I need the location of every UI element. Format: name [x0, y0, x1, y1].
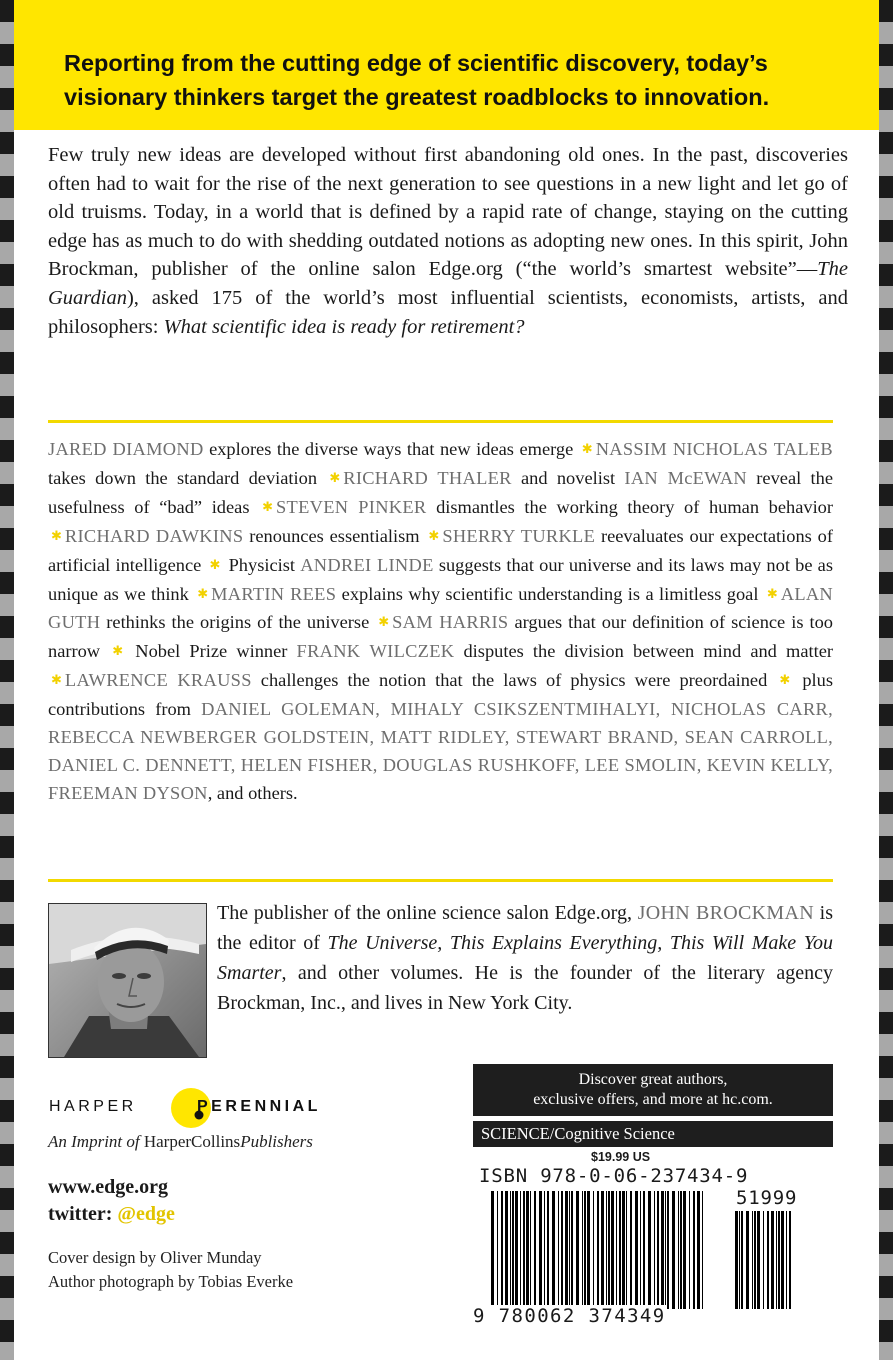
separator-star: ✱ [378, 614, 390, 630]
author-photo [48, 903, 207, 1058]
contributor-text: takes down the standard deviation [48, 467, 327, 488]
barcode-bar [510, 1191, 511, 1309]
contributor-text: and novelist [511, 467, 625, 488]
barcode-bar [630, 1191, 632, 1309]
harper-wordmark: HARPER [49, 1098, 137, 1115]
barcode-bar [635, 1191, 638, 1309]
barcode-bar [587, 1191, 590, 1309]
price-code-label: 51999 [736, 1187, 798, 1209]
barcode-bar [741, 1211, 743, 1309]
barcode-bar [767, 1211, 769, 1309]
contributor-name: SHERRY TURKLE [442, 525, 596, 546]
contributor-name: STEVEN PINKER [276, 496, 427, 517]
promo-line-2: exclusive offers, and more at hc.com. [533, 1091, 773, 1108]
twitter-line [48, 1201, 175, 1228]
left-striped-border [0, 0, 14, 1360]
imprint-publisher: HarperCollins [143, 1132, 241, 1151]
barcode-bar [689, 1191, 690, 1309]
category-label: SCIENCE/Cognitive Science [473, 1121, 833, 1147]
imprint-line [48, 1132, 313, 1152]
separator-star: ✱ [51, 527, 62, 543]
barcode-bar [739, 1211, 740, 1309]
barcode-bar [657, 1191, 659, 1309]
barcode-bar [619, 1191, 621, 1309]
bio-text-a: The publisher of the online science salon Edge.org, [217, 902, 638, 924]
barcode-bar [561, 1191, 563, 1309]
barcode-bar [757, 1211, 760, 1309]
intro-text-b: ), asked 175 of the world’s most influential scientists, economists, artists, and philosophers: [48, 286, 848, 338]
contributor-name: RICHARD THALER [343, 467, 512, 488]
barcode-bar [626, 1191, 627, 1309]
barcode-bar [515, 1191, 518, 1309]
promo-box [473, 1064, 833, 1116]
barcode-main [491, 1191, 707, 1319]
barcode-bar [501, 1191, 503, 1309]
contributor-text: argues that our definition of science is too narrow [48, 612, 834, 662]
barcode-bar [582, 1191, 583, 1309]
barcode-bar [781, 1211, 784, 1309]
contributor-text: explores the diverse ways that new ideas emerge [203, 439, 579, 459]
barcode-bar [597, 1191, 599, 1319]
barcode-bar [763, 1211, 764, 1309]
bio-books: The Universe, This Explains Everything, This Will Make You Smarter [217, 932, 833, 984]
barcode-block [473, 1147, 833, 1333]
barcode-bar [665, 1191, 666, 1309]
promo-line-1: Discover great authors, [578, 1071, 728, 1088]
contributor-text: renounces essentialism [243, 525, 426, 546]
barcode-bar [512, 1191, 514, 1309]
barcode-bar [661, 1191, 664, 1309]
barcode-bar [746, 1211, 749, 1309]
barcode-bar [680, 1191, 682, 1309]
barcode-bar [552, 1191, 555, 1309]
contributor-text: disputes the division between mind and matter [454, 641, 833, 662]
contributor-text: , and others. [207, 782, 298, 803]
barcode-bar [593, 1191, 594, 1309]
separator-star: ✱ [428, 527, 440, 543]
barcode-bar [693, 1191, 695, 1309]
barcode-bar [778, 1211, 780, 1309]
contributor-name: RICHARD DAWKINS [64, 525, 244, 546]
contributor-name: SAM HARRIS [392, 612, 509, 633]
contributor-name: MARTIN REES [211, 583, 337, 604]
website-link[interactable]: www.edge.org [48, 1176, 168, 1198]
barcode-bar [584, 1191, 586, 1309]
barcode-bar [678, 1191, 679, 1309]
contributor-text: Nobel Prize winner [126, 641, 297, 662]
contributor-text: explains why scientific understanding is a limitless goal [336, 583, 764, 604]
contributor-name: IAN McEWAN [624, 467, 748, 488]
barcode-bar [565, 1191, 568, 1309]
contributor-name-list: DANIEL GOLEMAN, MIHALY CSIKSZENTMIHALYI, NICHOLAS CARR, REBECCA NEWBERGER GOLDSTEIN, MATT RIDLEY, STEWART BRAND, SEAN CARROLL, DANIEL C. DENNETT, HELEN FISHER, DOUGLAS RUSHKOFF, LEE SMOLIN, KEVIN KELLY, FREEMAN DYSON [48, 699, 833, 803]
isbn-label: ISBN 978-0-06-237434-9 [479, 1165, 749, 1187]
barcode-bar [702, 1191, 703, 1309]
perennial-wordmark: PERENNIAL [197, 1098, 321, 1115]
cover-credit: Cover design by Oliver Munday [48, 1248, 262, 1267]
intro-text-a: Few truly new ideas are developed without first abandoning old ones. In the past, discoveries often had to wait for the rise of the next generation to see questions in a new light and let go of old truisms. Today, in a world that is defined by a rapid rate of change, staying on the cutting edge has as much to do with shedding outdated notions as adopting new ones. In this spirit, John Brockman, publisher of the online salon Edge.org (“the world’s smartest website”— [48, 144, 848, 281]
barcode-bar [648, 1191, 651, 1309]
separator-star: ✱ [262, 498, 274, 514]
price-label: $19.99 US [591, 1150, 651, 1164]
barcode-bar [622, 1191, 625, 1309]
web-links [48, 1174, 175, 1228]
barcode-bar [558, 1191, 559, 1309]
headline-line-1: Reporting from the cutting edge of scientific discovery, today’s [64, 50, 768, 76]
barcode-bar [616, 1191, 617, 1309]
barcode-bar [505, 1191, 508, 1309]
right-striped-border [879, 0, 893, 1360]
contributors-paragraph [48, 436, 833, 808]
barcode-bar [520, 1191, 521, 1309]
barcode-bar [526, 1191, 529, 1309]
contributor-name: LAWRENCE KRAUSS [64, 670, 252, 691]
publisher-logo [49, 1086, 409, 1126]
barcode-price [735, 1211, 795, 1319]
barcode-bar [771, 1211, 774, 1309]
barcode-bar [754, 1211, 756, 1309]
separator-star: ✱ [51, 672, 62, 688]
separator-star: ✱ [581, 441, 593, 456]
barcode-bar [611, 1191, 614, 1309]
barcode-bar [571, 1191, 573, 1309]
contributor-text: reveal the usefulness of “bad” ideas [48, 467, 833, 517]
separator-star: ✱ [209, 556, 221, 572]
separator-star: ✱ [766, 585, 778, 601]
separator-star: ✱ [329, 469, 341, 485]
author-photo-illustration [49, 904, 206, 1057]
divider-1 [48, 420, 833, 423]
barcode-bar [789, 1211, 791, 1309]
barcode-bar [786, 1211, 787, 1309]
separator-star: ✱ [112, 643, 124, 659]
separator-star: ✱ [197, 585, 209, 601]
contributor-name: NASSIM NICHOLAS TALEB [595, 439, 833, 459]
imprint-suffix: Publishers [240, 1132, 313, 1151]
barcode-bar [523, 1191, 525, 1309]
barcode-bar [643, 1191, 645, 1309]
barcode-bar [497, 1191, 498, 1319]
imprint-prefix: An Imprint of [48, 1132, 144, 1151]
barcode-bar [672, 1191, 675, 1309]
barcode-bar [735, 1211, 738, 1309]
barcode-bar [539, 1191, 542, 1309]
barcode-bar [601, 1191, 604, 1319]
headline-line-2: visionary thinkers target the greatest roadblocks to innovation. [64, 84, 770, 110]
intro-guardian: The Guardian [48, 258, 848, 309]
barcode-bar [683, 1191, 686, 1309]
barcode-bar [576, 1191, 579, 1309]
barcode-bar [491, 1191, 494, 1319]
headline-banner [14, 0, 879, 130]
contributor-name: ANDREI LINDE [300, 554, 434, 575]
twitter-label: twitter: [48, 1203, 118, 1225]
intro-question: What scientific idea is ready for retirement? [163, 315, 525, 338]
ean-digits: 9 780062 374349 [473, 1305, 666, 1327]
barcode-bar [534, 1191, 536, 1309]
bio-text-c: , and other volumes. He is the founder of the literary agency Brockman, Inc., and lives in New York City. [217, 962, 833, 1014]
barcode-bar [776, 1211, 777, 1309]
barcode-bar [654, 1191, 655, 1309]
barcode-bar [640, 1191, 641, 1309]
contributor-name: ALAN GUTH [48, 583, 834, 633]
twitter-handle[interactable]: @edge [117, 1203, 175, 1225]
bio-text-b: is the editor of [217, 902, 833, 954]
author-bio [217, 898, 833, 1018]
barcode-bar [608, 1191, 610, 1309]
barcode-bar [569, 1191, 570, 1309]
contributor-text: suggests that our universe and its laws may not be as unique as we think [48, 554, 833, 604]
contributor-text: dismantles the working theory of human behavior [426, 496, 833, 517]
contributor-text: challenges the notion that the laws of physics were preordained [251, 670, 777, 691]
contributor-text: Physicist [223, 554, 301, 575]
barcode-bar [752, 1211, 753, 1309]
author-name: JOHN BROCKMAN [637, 902, 814, 924]
separator-star: ✱ [779, 672, 791, 688]
contributor-text: plus contributions from [48, 670, 833, 720]
barcode-bar [697, 1191, 700, 1309]
contributor-name: FRANK WILCZEK [296, 641, 455, 662]
divider-2 [48, 879, 833, 882]
barcode-bar [667, 1191, 669, 1309]
barcode-bar [547, 1191, 549, 1309]
contributor-text: reevaluates our expectations of artificial intelligence [48, 525, 833, 575]
credits [48, 1246, 293, 1294]
barcode-bar [606, 1191, 607, 1309]
barcode-bar [544, 1191, 545, 1309]
barcode-bar [530, 1191, 531, 1309]
photo-credit: Author photograph by Tobias Everke [48, 1272, 294, 1291]
intro-paragraph [48, 141, 848, 341]
contributor-name: JARED DIAMOND [48, 439, 204, 459]
contributor-text: rethinks the origins of the universe [100, 612, 376, 633]
headline-text [64, 46, 854, 114]
